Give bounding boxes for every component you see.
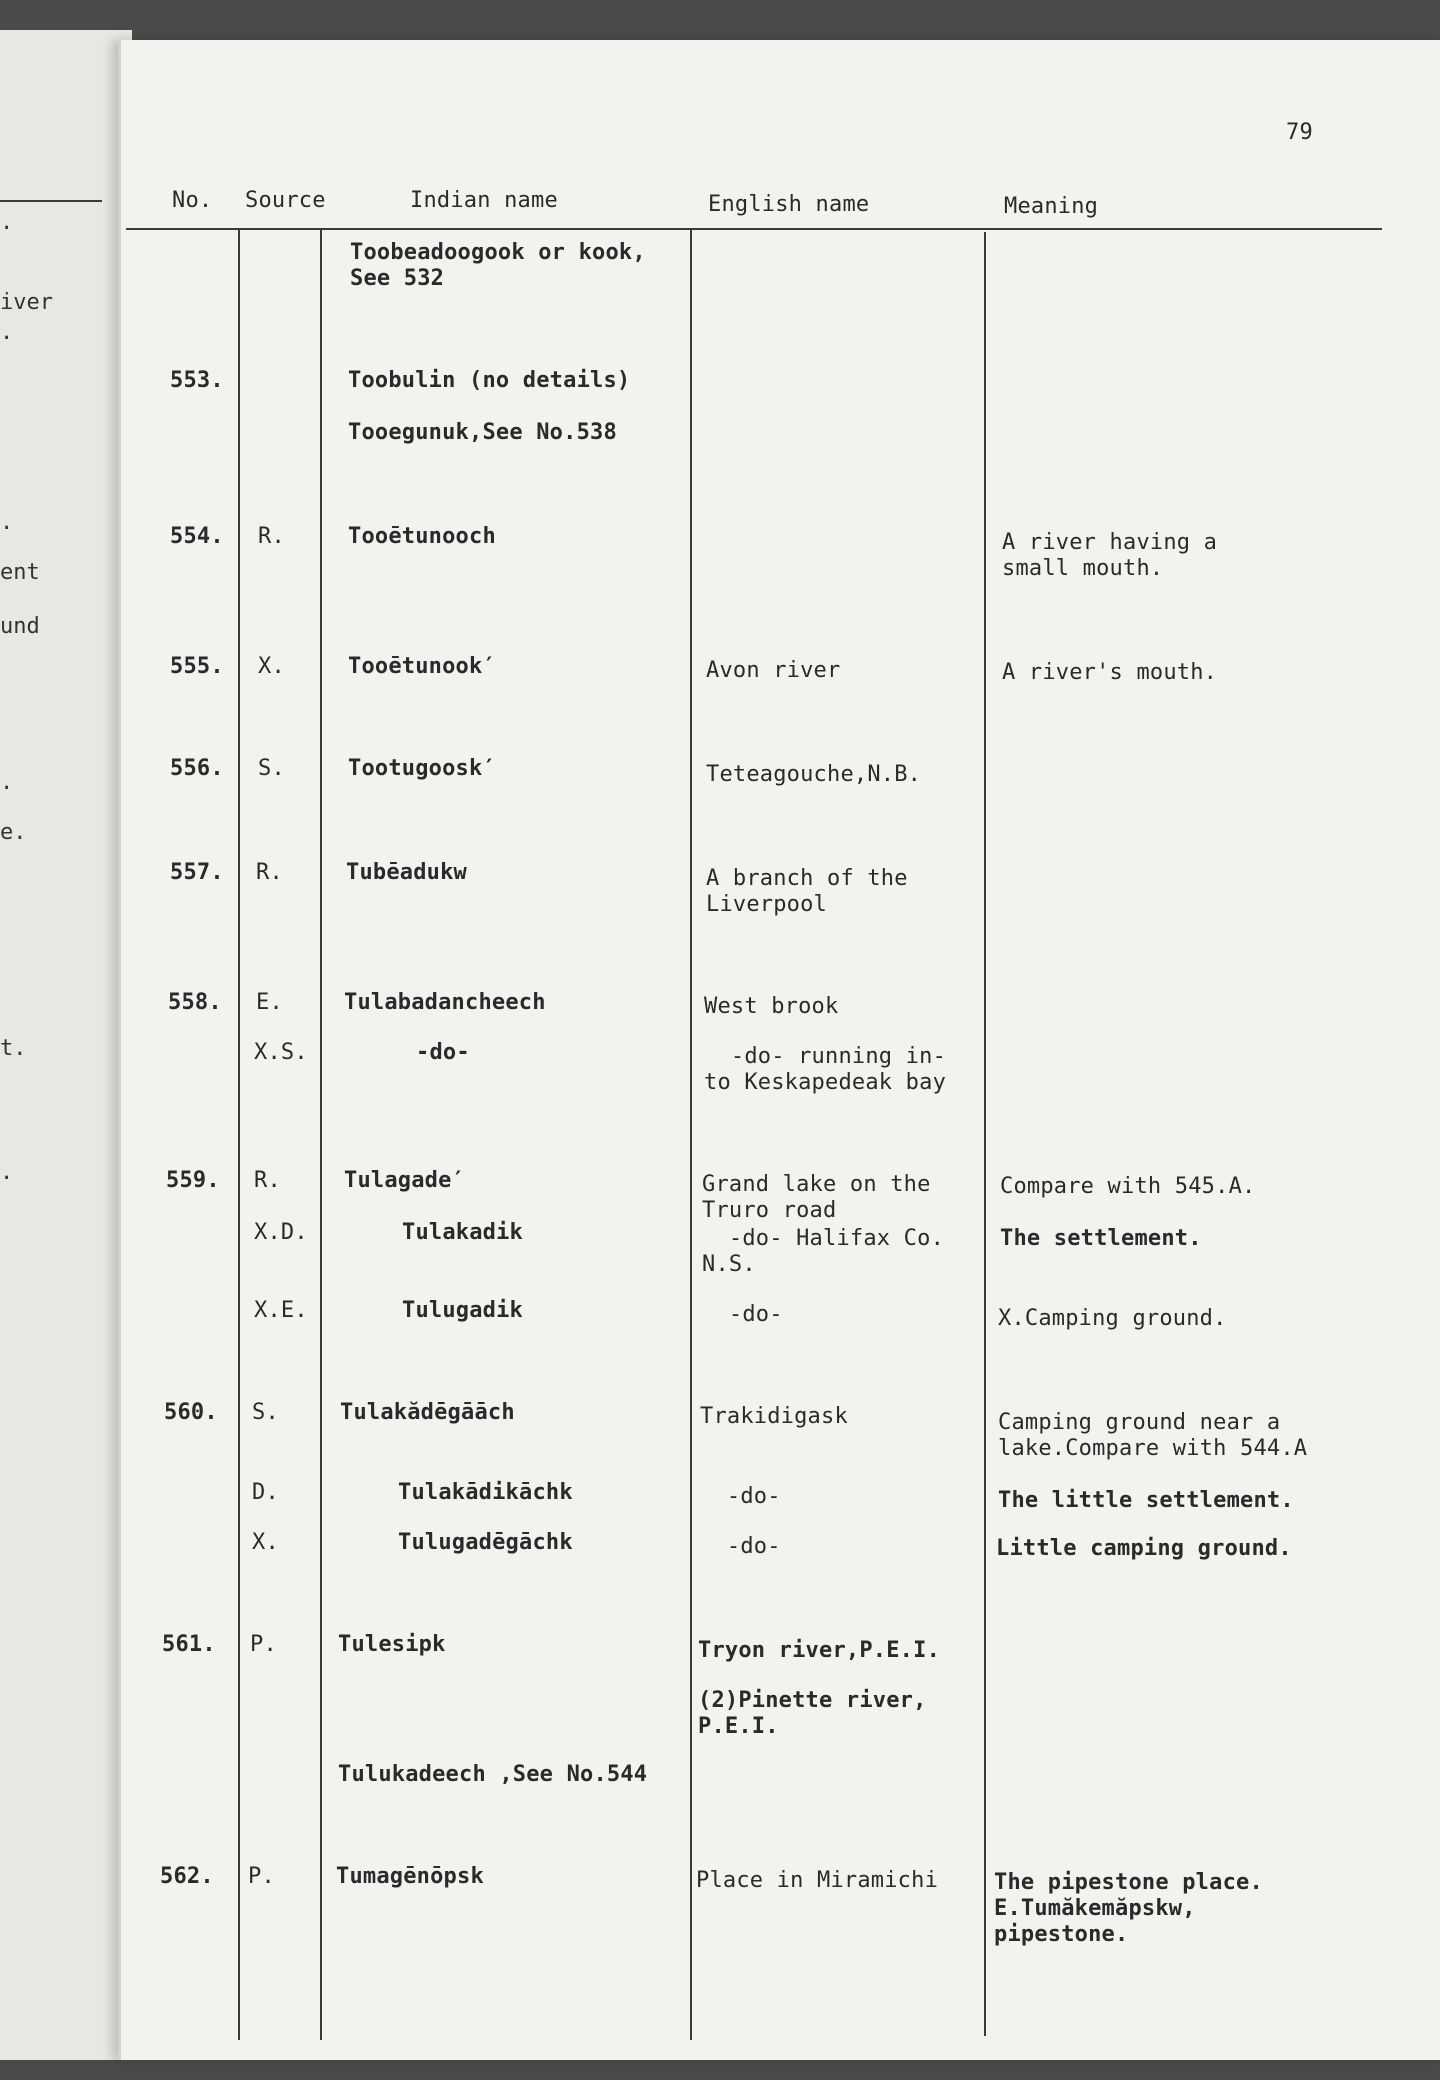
column-rule <box>320 228 322 2040</box>
meaning-cell: The settlement. <box>1000 1226 1202 1251</box>
prev-page-fragment: ent <box>0 560 40 585</box>
english-name-cell: -do- Halifax Co. N.S. <box>702 1226 945 1277</box>
indian-name-cell: Toobulin (no details) <box>348 368 631 393</box>
number-cell: 556. <box>170 756 224 781</box>
english-name-cell: -do- <box>700 1484 781 1509</box>
source-cell: R. <box>256 860 283 885</box>
header-rule <box>126 228 1382 230</box>
english-name-cell: Tryon river,P.E.I. <box>698 1638 941 1663</box>
english-name-cell: (2)Pinette river, P.E.I. <box>698 1688 927 1739</box>
meaning-cell: Little camping ground. <box>996 1536 1292 1561</box>
indian-name-cell: Tooētunooch <box>348 524 496 549</box>
column-rule <box>690 230 692 2040</box>
english-name-cell: -do- <box>700 1534 781 1559</box>
number-cell: 559. <box>166 1168 220 1193</box>
column-header-no: No. <box>172 188 213 213</box>
prev-page-fragment: . <box>0 770 14 795</box>
meaning-cell: Compare with 545.A. <box>1000 1174 1256 1199</box>
prev-page-rule <box>0 200 102 202</box>
previous-page-edge <box>0 30 132 2060</box>
column-rule <box>238 228 240 2040</box>
column-header-english-name: English name <box>708 192 870 217</box>
prev-page-fragment: t. <box>0 1036 27 1061</box>
indian-name-cell: Tulakădēgāāch <box>340 1400 515 1425</box>
english-name-cell: Teteagouche,N.B. <box>706 762 922 787</box>
english-name-cell: West brook <box>704 994 839 1019</box>
source-cell: X.E. <box>254 1298 308 1323</box>
source-cell: X. <box>258 654 285 679</box>
column-rule <box>984 232 986 2036</box>
number-cell: 558. <box>168 990 222 1015</box>
prev-page-fragment: . <box>0 510 14 535</box>
source-cell: D. <box>252 1480 279 1505</box>
indian-name-cell: Tulakadik <box>402 1220 524 1245</box>
indian-name-cell: Tulugadik <box>402 1298 524 1323</box>
indian-name-cell: Tulagade′ <box>344 1168 466 1193</box>
prev-page-fragment: . <box>0 1160 14 1185</box>
indian-name-cell: Tootugoosk′ <box>348 756 496 781</box>
english-name-cell: -do- running in- to Keskapedeak bay <box>704 1044 947 1095</box>
english-name-cell: Trakidigask <box>700 1404 848 1429</box>
indian-name-cell: Tubēadukw <box>346 860 468 885</box>
indian-name-cell: -do- <box>416 1040 470 1065</box>
source-cell: X. <box>252 1530 279 1555</box>
source-cell: R. <box>258 524 285 549</box>
prev-page-fragment: . <box>0 320 14 345</box>
english-name-cell: A branch of the Liverpool <box>706 866 908 917</box>
page-number: 79 <box>1286 120 1313 145</box>
indian-name-cell: Tulesipk <box>338 1632 446 1657</box>
prev-page-fragment: und <box>0 614 40 639</box>
source-cell: E. <box>256 990 283 1015</box>
indian-name-cell: Tooētunook′ <box>348 654 496 679</box>
indian-name-cell: Toobeadoogook or kook, See 532 <box>350 240 646 291</box>
number-cell: 555. <box>170 654 224 679</box>
meaning-cell: X.Camping ground. <box>998 1306 1227 1331</box>
meaning-cell: The little settlement. <box>998 1488 1294 1513</box>
column-header-source: Source <box>245 188 326 213</box>
meaning-cell: The pipestone place. E.Tumăkemăpskw, pipestone. <box>994 1870 1263 1947</box>
english-name-cell: -do- <box>702 1302 783 1327</box>
indian-name-cell: Tulukadeech ,See No.544 <box>338 1762 648 1787</box>
column-header-indian-name: Indian name <box>410 188 558 213</box>
column-header-meaning: Meaning <box>1004 194 1099 219</box>
number-cell: 562. <box>160 1864 214 1889</box>
source-cell: P. <box>248 1864 275 1889</box>
meaning-cell: A river having a small mouth. <box>1002 530 1218 581</box>
number-cell: 561. <box>162 1632 216 1657</box>
source-cell: P. <box>250 1632 277 1657</box>
indian-name-cell: Tooegunuk,See No.538 <box>348 420 617 445</box>
english-name-cell: Avon river <box>706 658 841 683</box>
english-name-cell: Grand lake on the Truro road <box>702 1172 931 1223</box>
number-cell: 553. <box>170 368 224 393</box>
prev-page-fragment: . <box>0 210 14 235</box>
source-cell: S. <box>258 756 285 781</box>
indian-name-cell: Tulakādikāchk <box>398 1480 573 1505</box>
english-name-cell: Place in Miramichi <box>696 1868 939 1893</box>
number-cell: 560. <box>164 1400 218 1425</box>
source-cell: X.D. <box>254 1220 308 1245</box>
meaning-cell: A river's mouth. <box>1002 660 1218 685</box>
prev-page-fragment: e. <box>0 820 27 845</box>
meaning-cell: Camping ground near a lake.Compare with 544.A <box>998 1410 1308 1461</box>
number-cell: 554. <box>170 524 224 549</box>
indian-name-cell: Tulabadancheech <box>344 990 546 1015</box>
source-cell: R. <box>254 1168 281 1193</box>
indian-name-cell: Tumagēnōpsk <box>336 1864 484 1889</box>
indian-name-cell: Tulugadēgāchk <box>398 1530 573 1555</box>
source-cell: S. <box>252 1400 279 1425</box>
source-cell: X.S. <box>254 1040 308 1065</box>
prev-page-fragment: iver <box>0 290 53 315</box>
number-cell: 557. <box>170 860 224 885</box>
